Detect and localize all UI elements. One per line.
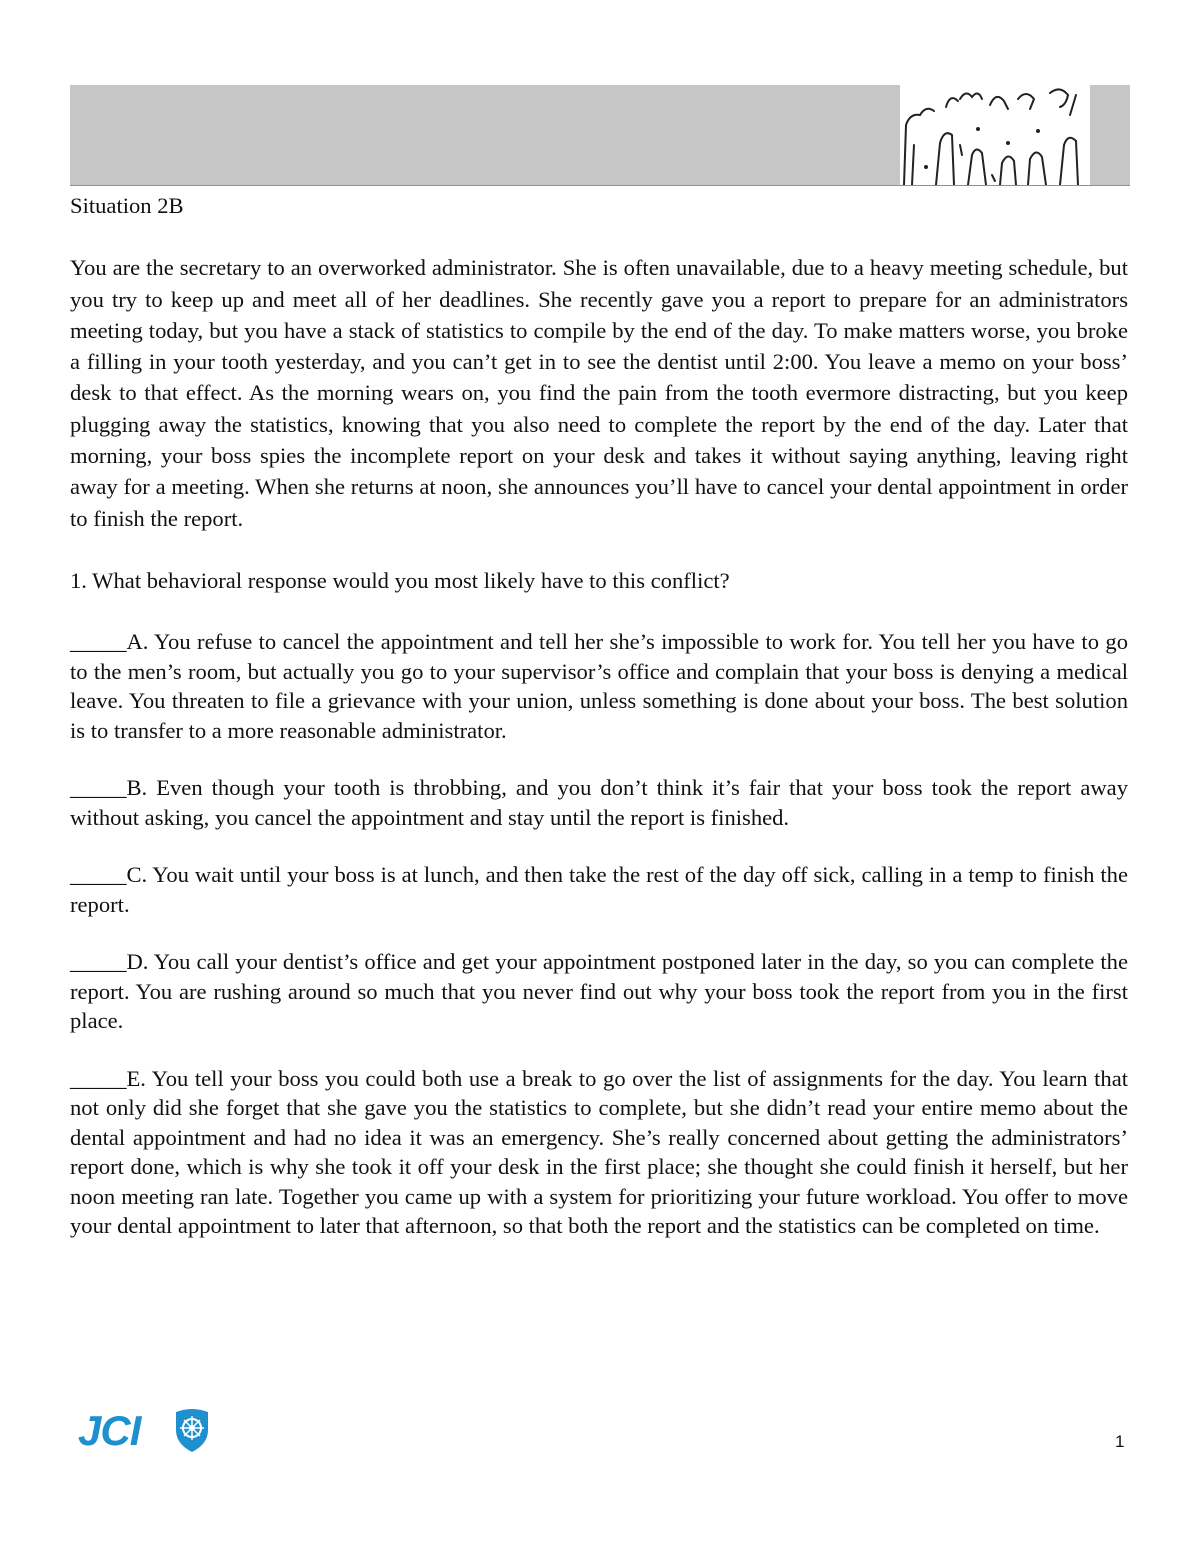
logo-text: JCI bbox=[78, 1407, 141, 1454]
option-c-text: C. You wait until your boss is at lunch, and then take the rest of the day off sick, calling in a temp to finish the report. bbox=[70, 862, 1128, 917]
document-body bbox=[70, 190, 1128, 1269]
answer-blank-c[interactable]: _____ bbox=[70, 862, 127, 888]
answer-blank-d[interactable]: _____ bbox=[70, 949, 127, 975]
page-number: 1 bbox=[1115, 1432, 1125, 1451]
option-b-text: B. Even though your tooth is throbbing, and you don’t think it’s fair that your boss took the report away without asking, you cancel the appointment and stay until the report is finished. bbox=[70, 775, 1128, 830]
option-b bbox=[70, 773, 1128, 832]
option-e-text: E. You tell your boss you could both use a break to go over the list of assignments for the day. You learn that not only did she forget that she gave you the statistics to complete, but she didn’t read your entire memo about the dental appointment and had no idea it was an emergency. She’s really concerned about getting the administrators’ report done, which is why she took it off your desk in the first place; she thought she could finish it herself, but her noon meeting ran late. Together you came up with a system for prioritizing your future workload. You offer to move your dental appointment to later that afternoon, so that both the report and the statistics can be completed on time. bbox=[70, 1065, 1128, 1239]
question-text: 1. What behavioral response would you most likely have to this conflict? bbox=[70, 567, 730, 593]
situation-title: Situation 2B bbox=[70, 193, 184, 218]
shield-icon bbox=[172, 1408, 212, 1454]
answer-blank-e[interactable]: _____ bbox=[70, 1065, 127, 1091]
header-people-illustration bbox=[900, 85, 1090, 185]
situation-narrative: You are the secretary to an overworked administrator. She is often unavailable, due to a heavy meeting schedule, but you try to keep up and meet all of her deadlines. She recently gave you a report to prepare for an administrators meeting today, but you have a stack of statistics to compile by the end of the day. To make matters worse, you broke a filling in your tooth yesterday, and you can’t get in to see the dentist until 2:00. You leave a memo on your boss’ desk to that effect. As the morning wears on, you find the pain from the tooth evermore distracting, but you keep plugging away the statistics, knowing that you also need to complete the report by the end of the day. Later that morning, your boss spies the incomplete report on your desk and takes it without saying anything, leaving right away for a meeting. When she returns at noon, she announces you’ll have to cancel your dental appointment in order to finish the report. bbox=[70, 255, 1128, 531]
answer-blank-a[interactable]: _____ bbox=[70, 629, 127, 655]
option-a bbox=[70, 627, 1128, 745]
people-sketch-icon bbox=[900, 85, 1090, 185]
header-band bbox=[70, 85, 1130, 186]
option-e bbox=[70, 1064, 1128, 1241]
jci-logo bbox=[78, 1408, 218, 1456]
option-a-text: A. You refuse to cancel the appointment and tell her she’s impossible to work for. You tell her you have to go to the men’s room, but actually you go to your supervisor’s office and complain that your boss is denying a medical leave. You threaten to file a grievance with your union, unless something is done about your boss. The best solution is to transfer to a more reasonable administrator. bbox=[70, 629, 1128, 743]
option-c bbox=[70, 860, 1128, 919]
option-d-text: D. You call your dentist’s office and get your appointment postponed later in the day, so you can complete the report. You are rushing around so much that you never find out why your boss took the report from you in the first place. bbox=[70, 949, 1128, 1034]
answer-blank-b[interactable]: _____ bbox=[70, 775, 127, 801]
option-d bbox=[70, 947, 1128, 1036]
